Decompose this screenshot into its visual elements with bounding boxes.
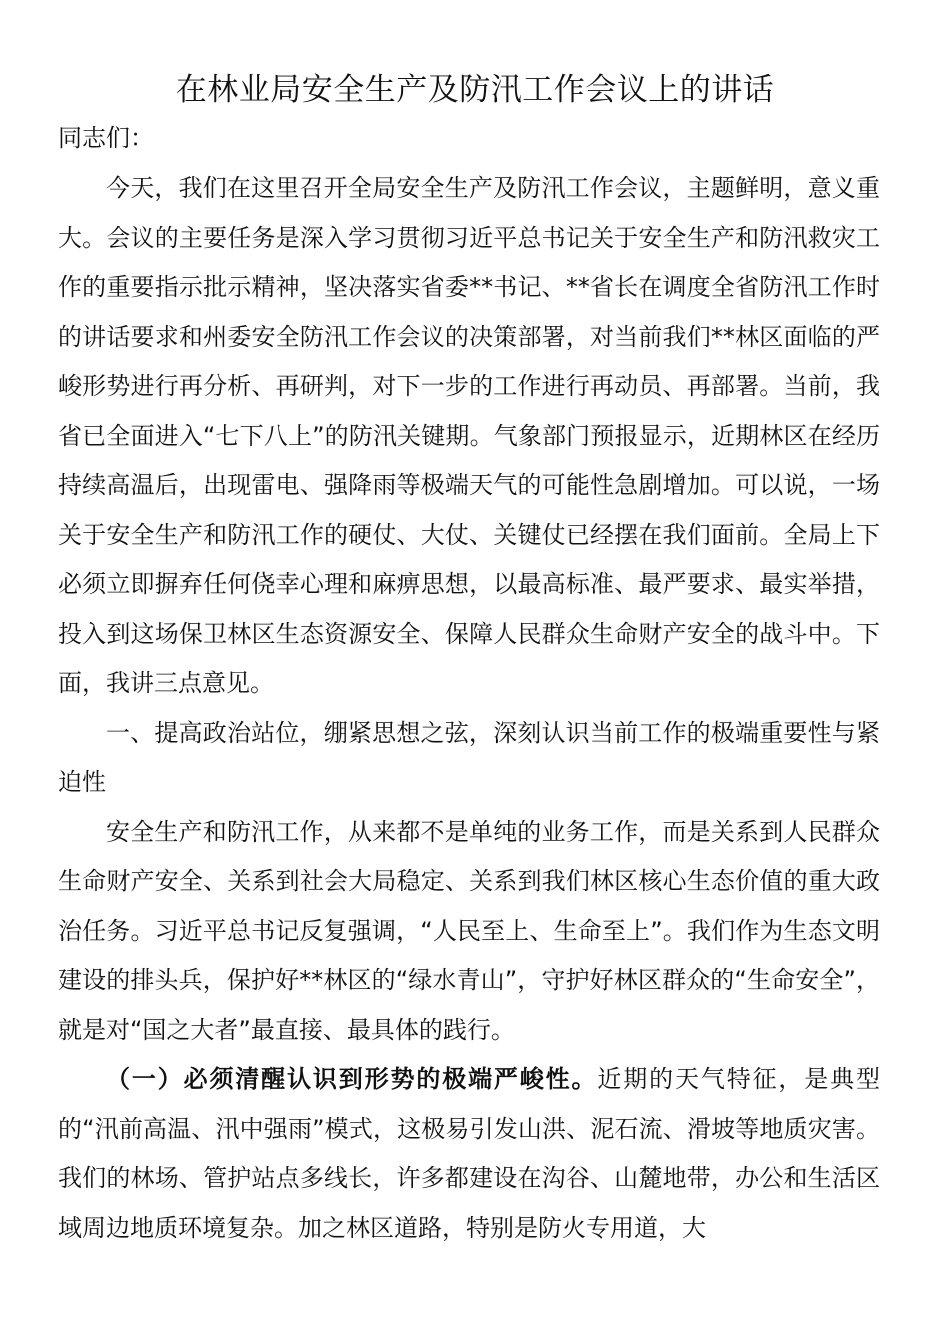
paragraph-section-1-text: 安全生产和防汛工作，从来都不是单纯的业务工作，而是关系到人民群众生命财产安全、关系到社会大局稳定、关系到我们林区核心生态价值的重大政治任务。习近平总书记反复强调，“人民至上、生命至上”。我们作为生态文明建设的排头兵，保护好**林区的“绿水青山”，守护好林区群众的“生命安全”，就是对“国之大者”最直接、最具体的践行。: [58, 817, 880, 1044]
document-body: [58, 164, 880, 1253]
document-title: 在林业局安全生产及防汛工作会议上的讲话: [175, 72, 775, 108]
subsection-1-lead: （一）必须清醒认识到形势的极端严峻性。: [106, 1065, 598, 1093]
paragraph-intro: [58, 164, 880, 709]
paragraph-intro-text: 今天，我们在这里召开全局安全生产及防汛工作会议，主题鲜明，意义重大。会议的主要任务是深入学习贯彻习近平总书记关于安全生产和防汛救灾工作的重要指示批示精神，坚决落实省委**书记、**省长在调度全省防汛工作时的讲话要求和州委安全防汛工作会议的决策部署，对当前我们**林区面临的严峻形势进行再分析、再研判，对下一步的工作进行再动员、再部署。当前，我省已全面进入“七下八上”的防汛关键期。气象部门预报显示，近期林区在经历持续高温后，出现雷电、强降雨等极端天气的可能性急剧增加。可以说，一场关于安全生产和防汛工作的硬仗、大仗、关键仗已经摆在我们面前。全局上下必须立即摒弃任何侥幸心理和麻痹思想，以最高标准、最严要求、最实举措，投入到这场保卫林区生态资源安全、保障人民群众生命财产安全的战斗中。下面，我讲三点意见。: [58, 174, 880, 697]
salutation: 同志们：: [58, 124, 154, 152]
paragraph-subsection-1-text: 近期的天气特征，是典型的“汛前高温、汛中强雨”模式，这极易引发山洪、泥石流、滑坡等地质灾害。我们的林场、管护站点多线长，许多都建设在沟谷、山麓地带，办公和生活区域周边地质环境复杂。加之林区道路，特别是防火专用道，大: [58, 1065, 881, 1242]
paragraph-section-1: [58, 808, 880, 1056]
section-heading-1: [58, 709, 880, 808]
section-heading-1-text: 一、提高政治站位，绷紧思想之弦，深刻认识当前工作的极端重要性与紧迫性: [58, 718, 880, 796]
paragraph-subsection-1: [58, 1055, 880, 1253]
